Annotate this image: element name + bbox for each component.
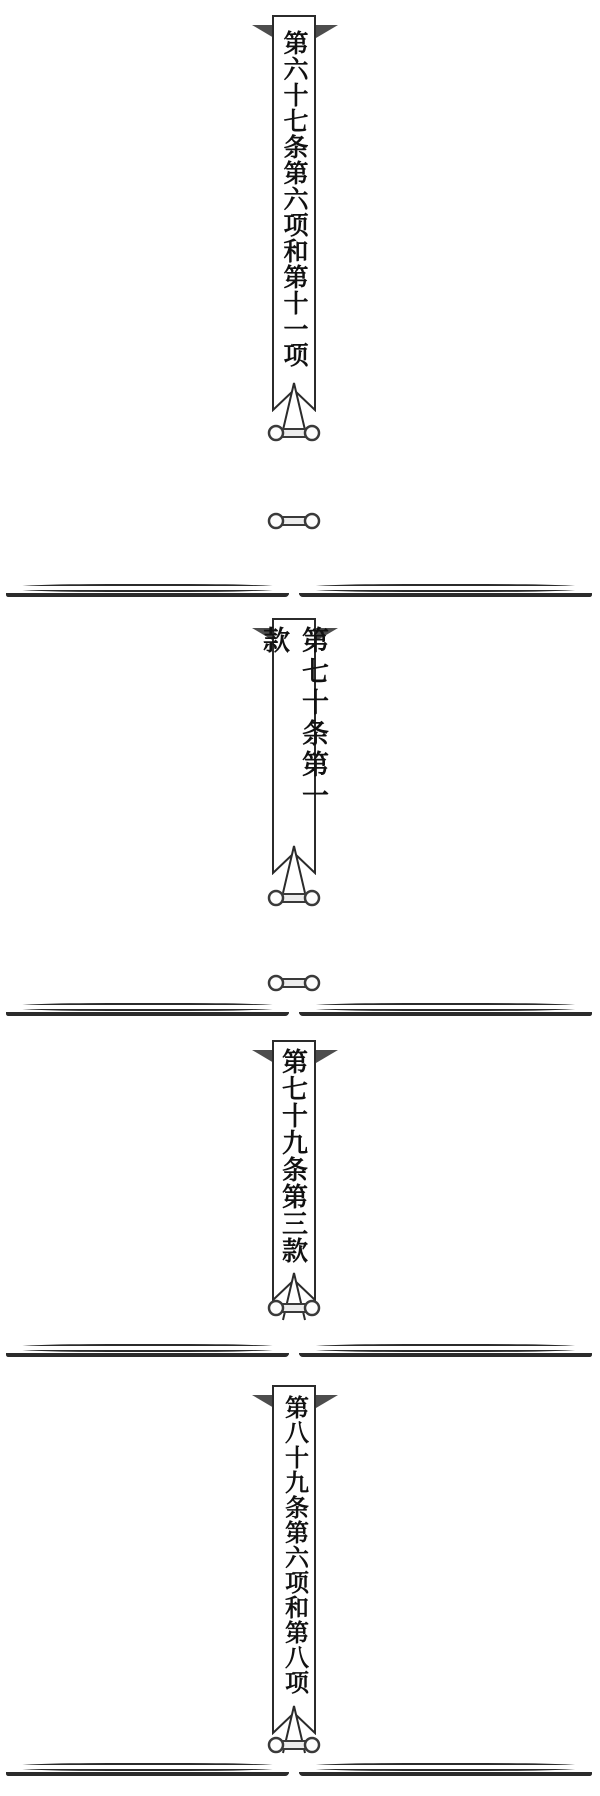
page-face	[6, 1012, 289, 1016]
binder-ring-icon	[266, 511, 322, 531]
article-ribbon: 第七十九条第三款	[272, 1040, 316, 1270]
fold-triangle-icon	[252, 25, 274, 38]
before-page	[6, 1763, 289, 1772]
binder-ring-icon	[266, 1735, 322, 1755]
article-ribbon: 第六十七条第六项和第十一项	[272, 15, 316, 380]
page-curl-decoration	[302, 1344, 589, 1352]
before-page	[6, 1344, 289, 1353]
binder-ring-icon	[266, 1298, 322, 1318]
before-page	[6, 584, 289, 593]
fold-triangle-icon	[316, 1395, 338, 1408]
page-face	[299, 593, 592, 597]
page-face	[6, 1772, 289, 1776]
after-page	[299, 1344, 592, 1353]
after-page	[299, 1003, 592, 1012]
binder-ring-icon	[266, 973, 322, 993]
page-curl-decoration	[302, 1763, 589, 1771]
article-ribbon: 第八十九条第六项和第八项	[272, 1385, 316, 1703]
page-face	[299, 1012, 592, 1016]
binder-ring-icon	[266, 888, 322, 908]
after-page	[299, 584, 592, 593]
fold-triangle-icon	[252, 1395, 274, 1408]
page-curl-decoration	[9, 1763, 286, 1771]
fold-triangle-icon	[316, 25, 338, 38]
article-ribbon: 第七十条第一款	[272, 618, 316, 843]
before-page	[6, 1003, 289, 1012]
page-curl-decoration	[9, 1344, 286, 1352]
article-section-79	[0, 1040, 600, 1353]
article-section-70	[0, 618, 600, 1012]
article-section-67	[0, 15, 600, 593]
fold-triangle-icon	[252, 1050, 274, 1063]
page-face	[299, 1353, 592, 1357]
page-face	[6, 1353, 289, 1357]
page-curl-decoration	[9, 584, 286, 592]
fold-triangle-icon	[316, 1050, 338, 1063]
page-face	[299, 1772, 592, 1776]
article-section-89	[0, 1385, 600, 1772]
after-page	[299, 1763, 592, 1772]
page-curl-decoration	[302, 1003, 589, 1011]
page-curl-decoration	[302, 584, 589, 592]
page-curl-decoration	[9, 1003, 286, 1011]
page-face	[6, 593, 289, 597]
binder-ring-icon	[266, 423, 322, 443]
